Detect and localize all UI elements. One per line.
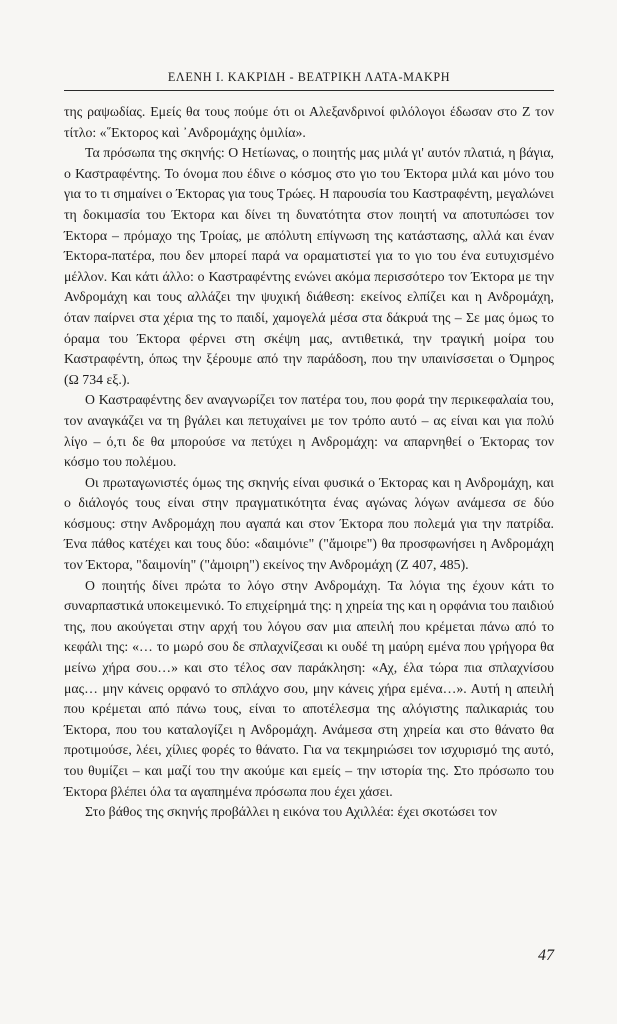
paragraph: Στο βάθος της σκηνής προβάλλει η εικόνα του Αχιλλέα: έχει σκοτώσει τον xyxy=(85,804,497,820)
paragraph: Τα πρόσωπα της σκηνής: Ο Ηετίωνας, ο ποιητής μας μιλά γι' αυτόν πλατιά, η βάγια, ο Καστραφέντης. Το όνομα που έδινε ο κόσμος στο γιο του Έκτορα μιλά και μόνο του για το τι σημαίνει ο Έκτορας για τους Τρώες. Η παρουσία του Καστραφέντη, μεγαλώνει τη δοκιμασία του Έκτορα και δίνει τη δυνατότητα στον ποιητή να αποτυπώσει τον Έκτορα – πρόμαχο της Τροίας, με απόλυτη επίγνωση της κατάστασης, αλλά και έναν Έκτορα-πατέρα, που δεν μπορεί παρά να οραματιστεί για το γιο του ένα ευτυχισμένο μέλλον. Και κάτι άλλο: ο Καστραφέντης ενώνει ακόμα περισσότερο τον Έκτορα με την Ανδρομάχη και τους αλλάζει την ψυχική διάθεση: εκείνος ελπίζει και η Ανδρομάχη, όταν παίρνει στα χέρια της το παιδί, χαμογελά μέσα στα δάκρυά της – Σε μας όμως το όραμα του Έκτορα φέρνει στη σκέψη μας, αντιθετικά, την τραγική μοίρα του Καστραφέντη, όπως την ξέρουμε από την παράδοση, που την υπαινίσσεται ο Όμηρος (Ω 734 εξ.). xyxy=(64,145,554,387)
paragraph: Ο ποιητής δίνει πρώτα το λόγο στην Ανδρομάχη. Τα λόγια της έχουν κάτι το συναρπαστικά υποκειμενικό. Το επιχείρημά της: η χηρεία της και η ορφάνια του παιδιού της, που ακούγεται στην αρχή του λόγου σαν μια απειλή που κρέμεται πάνω από το κεφάλι της: «… το μωρό σου δε σπλαχνίζεσαι κι ουδέ τη μαύρη εμένα που γρήγορα θα μείνω χήρα σου…» και στο τέλος σαν παράκληση: «Αχ, έλα τώρα πια σπλαχνίσου μας… μην κάνεις ορφανό το σπλάχνο σου, μην κάνεις χήρα εμένα…». Αυτή η απειλή που κρέμεται από πάνω τους, είναι το αποτέλεσμα της αλόγιστης παλικαριάς του Έκτορα, που του καταλογίζει η Ανδρομάχη. Ανάμεσα στη χηρεία και στο θάνατο θα προτιμούσε, λέει, χίλιες φορές το θάνατο. Για να τεκμηριώσει τον ισχυρισμό της αυτό, του θυμίζει – και μαζί του την ακούμε και εμείς – την ιστορία της. Στο πρόσωπο του Έκτορα βλέπει όλα τα αγαπημένα πρόσωπα που έχει χάσει. xyxy=(64,577,554,799)
paragraph: Ο Καστραφέντης δεν αναγνωρίζει τον πατέρα του, που φορά την περικεφαλαία του, τον αναγκάζει να τη βγάλει και πετυχαίνει με τον τρόπο αυτό – ας είναι και για πολύ λίγο – ό,τι δε θα μπορούσε να πετύχει η Ανδρομάχη: να απαρνηθεί ο Έκτορας τον κόσμο του πολέμου. xyxy=(64,392,554,470)
page-number: 47 xyxy=(538,947,554,964)
paragraph: Οι πρωταγωνιστές όμως της σκηνής είναι φυσικά ο Έκτορας και η Ανδρομάχη, και ο διάλογός τους είναι στην πραγματικότητα ένας αγώνας λόγων ανάμεσα σε δύο κόσμους: στην Ανδρομάχη που αγαπά και στον Έκτορα που πολεμά για την πατρίδα. Ένα πάθος κατέχει και τους δύο: «δαιμόνιε" ("ἄμοιρε") θα προσφωνήσει η Ανδρομάχη τον Έκτορα, "δαιμονίη" ("ἀμοιρη") εκείνος την Ανδρομάχη (Ζ 407, 485). xyxy=(64,474,554,573)
body-text xyxy=(64,102,554,823)
header-rule xyxy=(64,90,554,91)
running-head: ΕΛΕΝΗ Ι. ΚΑΚΡΙΔΗ - ΒΕΑΤΡΙΚΗ ΛΑΤΑ-ΜΑΚΡΗ xyxy=(167,70,451,84)
paragraph: της ραψωδίας. Εμείς θα τους πούμε ότι οι Αλεξανδρινοί φιλόλογοι έδωσαν στο Ζ τον τίτλο: «῞Εκτορος καὶ ᾿Ανδρομάχης ὁμιλία». xyxy=(64,104,554,140)
